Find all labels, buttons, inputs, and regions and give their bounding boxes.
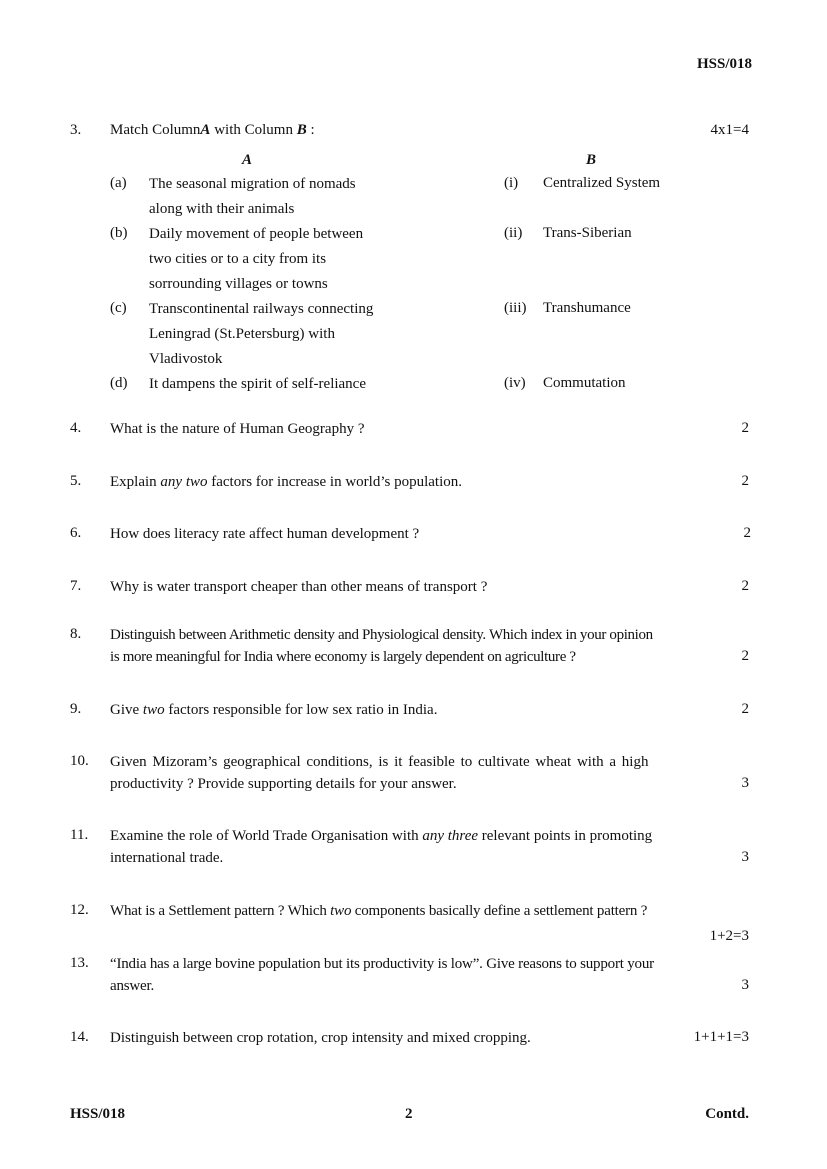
match-line: Daily movement of people between — [149, 226, 364, 242]
question-marks: 2 — [741, 420, 749, 436]
q-text-emphasis: two — [330, 903, 352, 919]
question-number: 5. — [70, 473, 82, 489]
q-text-part: Explain — [110, 474, 161, 490]
question-line: “India has a large bovine population but its productivity is low”. Give reasons to support your — [110, 956, 654, 972]
match-left-label: (a) — [110, 175, 127, 191]
match-left-text — [149, 372, 449, 397]
question-number: 11. — [70, 827, 89, 843]
question-text — [110, 624, 750, 668]
q-text-part: Examine the role of World Trade Organisation with — [110, 828, 423, 844]
question-marks: 2 — [741, 578, 749, 594]
question-number: 10. — [70, 753, 89, 769]
question-text: Why is water transport cheaper than other means of transport ? — [110, 579, 488, 595]
q-text-part: factors responsible for low sex ratio in India. — [164, 702, 438, 718]
match-right-label: (i) — [504, 175, 519, 191]
question-marks: 1+1+1=3 — [693, 1029, 749, 1045]
question-text: What is the nature of Human Geography ? — [110, 421, 365, 437]
match-line: sorrounding villages or towns — [149, 276, 328, 292]
q-text-emphasis: any two — [160, 474, 208, 490]
match-line: The seasonal migration of nomads — [149, 176, 356, 192]
column-b-heading: B — [586, 152, 597, 168]
question-line: Given Mizoram’s geographical conditions, is it feasible to cultivate wheat with a high — [110, 754, 649, 770]
q3-text-part: : — [306, 122, 315, 138]
question-marks: 2 — [741, 473, 749, 489]
question-marks: 3 — [741, 977, 749, 993]
question-marks: 1+2=3 — [709, 928, 749, 944]
question-text — [110, 699, 750, 721]
question-marks: 3 — [741, 775, 749, 791]
question-number: 8. — [70, 626, 82, 642]
footer-contd: Contd. — [705, 1106, 749, 1122]
question-line: international trade. — [110, 850, 224, 866]
match-left-text — [149, 222, 449, 297]
footer-code: HSS/018 — [70, 1106, 126, 1122]
question-text — [110, 825, 750, 869]
question-line — [110, 825, 750, 847]
question-number: 12. — [70, 902, 89, 918]
question-marks: 3 — [741, 849, 749, 865]
question-line: productivity ? Provide supporting details for your answer. — [110, 776, 457, 792]
match-right-text: Centralized System — [543, 175, 661, 191]
column-a-heading: A — [242, 152, 253, 168]
q-text-emphasis: any three — [422, 828, 479, 844]
match-left-label: (c) — [110, 300, 127, 316]
match-left-label: (b) — [110, 225, 128, 241]
q-text-emphasis: two — [142, 702, 165, 718]
question-marks: 2 — [741, 648, 749, 664]
question-number: 9. — [70, 701, 82, 717]
match-line: Transcontinental railways connecting — [149, 301, 374, 317]
match-line: Leningrad (St.Petersburg) with — [149, 326, 335, 342]
match-line: Vladivostok — [149, 351, 223, 367]
question-text — [110, 119, 750, 141]
question-line: is more meaningful for India where economy is largely dependent on agriculture ? — [110, 649, 576, 665]
match-right-label: (iii) — [504, 300, 527, 316]
question-marks: 2 — [741, 701, 749, 717]
question-number: 14. — [70, 1029, 89, 1045]
question-line: answer. — [110, 978, 155, 994]
q3-col-a-letter: A — [200, 122, 211, 138]
q3-col-b-letter: B — [296, 122, 307, 138]
q-text-part: factors for increase in world’s population. — [207, 474, 463, 490]
question-marks: 2 — [743, 525, 751, 541]
question-text — [110, 953, 750, 997]
q3-text-part: with Column — [210, 122, 297, 138]
question-text — [110, 900, 750, 922]
match-right-text: Transhumance — [543, 300, 631, 316]
question-number: 6. — [70, 525, 82, 541]
question-text — [110, 471, 750, 493]
question-number: 4. — [70, 420, 82, 436]
q-text-part: components basically define a settlement pattern ? — [351, 903, 648, 919]
match-line: two cities or to a city from its — [149, 251, 327, 267]
q3-text-part: Match Column — [110, 122, 201, 138]
match-line: It dampens the spirit of self-reliance — [149, 376, 367, 392]
match-left-label: (d) — [110, 375, 128, 391]
question-line: Distinguish between Arithmetic density and Physiological density. Which index in your opinion — [110, 627, 653, 643]
question-number: 7. — [70, 578, 82, 594]
question-marks: 4x1=4 — [710, 122, 749, 138]
match-right-text: Trans-Siberian — [543, 225, 632, 241]
footer-page-number: 2 — [405, 1106, 413, 1122]
match-left-text — [149, 172, 449, 222]
question-text: Distinguish between crop rotation, crop intensity and mixed cropping. — [110, 1030, 531, 1046]
match-left-text — [149, 297, 449, 372]
question-number: 13. — [70, 955, 89, 971]
match-right-text: Commutation — [543, 375, 626, 391]
match-right-label: (iv) — [504, 375, 526, 391]
q-text-part: Give — [110, 702, 143, 718]
question-text — [110, 751, 750, 795]
q-text-part: relevant points in promoting — [478, 828, 653, 844]
question-text: How does literacy rate affect human development ? — [110, 526, 420, 542]
match-line: along with their animals — [149, 201, 295, 217]
question-number: 3. — [70, 122, 82, 138]
match-right-label: (ii) — [504, 225, 523, 241]
header-code: HSS/018 — [696, 56, 752, 72]
q-text-part: What is a Settlement pattern ? Which — [110, 903, 331, 919]
